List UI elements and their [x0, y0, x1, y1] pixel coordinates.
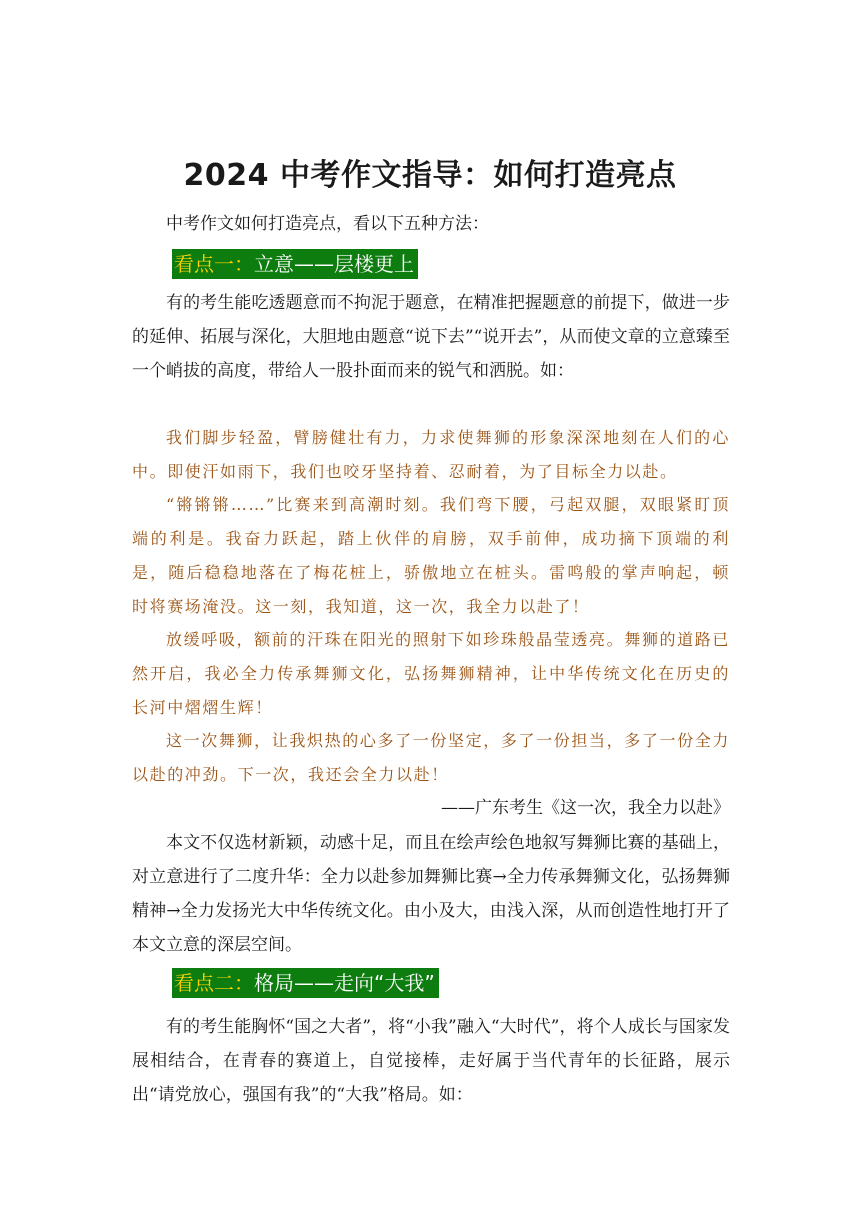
excerpt-paragraph-3: 放缓呼吸，额前的汗珠在阳光的照射下如珍珠般晶莹透亮。舞狮的道路已然开启，我必全力传承舞狮文化，弘扬舞狮精神，让中华传统文化在历史的长河中熠熠生辉！ [132, 630, 730, 717]
section-heading-1-title: 立意——层楼更上 [254, 252, 414, 276]
section-heading-2-prefix: 看点二： [174, 971, 254, 995]
excerpt-paragraph-2: “锵锵锵……”比赛来到高潮时刻。我们弯下腰，弓起双腿，双眼紧盯顶端的利是。我奋力跃起，踏上伙伴的肩膀，双手前伸，成功摘下顶端的利是，随后稳稳地落在了梅花桩上，骄傲地立在桩头。雷鸣般的掌声响起，顿时将赛场淹没。这一刻，我知道，这一次，我全力以赴了！ [132, 495, 730, 616]
section1-paragraph: 有的考生能吃透题意而不拘泥于题意，在精准把握题意的前提下，做进一步的延伸、拓展与深化，大胆地由题意“说下去”“说开去”，从而使文章的立意臻至一个峭拔的高度，带给人一股扑面而来的锐气和洒脱。如： [132, 293, 730, 381]
section-heading-1-prefix: 看点一： [174, 252, 254, 276]
section2-paragraph: 有的考生能胸怀“国之大者”，将“小我”融入“大时代”，将个人成长与国家发展相结合，在青春的赛道上，自觉接棒，走好属于当代青年的长征路，展示出“请党放心，强国有我”的“大我”格局。如： [132, 1017, 730, 1105]
excerpt-paragraph-1: 我们脚步轻盈，臂膀健壮有力，力求使舞狮的形象深深地刻在人们的心中。即使汗如雨下，我们也咬牙坚持着、忍耐着，为了目标全力以赴。 [132, 428, 730, 481]
excerpt-paragraph-4: 这一次舞狮，让我炽热的心多了一份坚定，多了一份担当，多了一份全力以赴的冲劲。下一次，我还会全力以赴！ [132, 731, 730, 784]
page-title: 2024 中考作文指导：如何打造亮点 [183, 158, 677, 194]
section1-analysis-paragraph: 本文不仅选材新颖，动感十足，而且在绘声绘色地叙写舞狮比赛的基础上，对立意进行了二度升华：全力以赴参加舞狮比赛→全力传承舞狮文化，弘扬舞狮精神→全力发扬光大中华传统文化。由小及大，由浅入深，从而创造性地打开了本文立意的深层空间。 [132, 833, 730, 955]
section-heading-2 [172, 968, 439, 998]
section-heading-2-title: 格局——走向“大我” [254, 971, 435, 995]
intro-paragraph: 中考作文如何打造亮点，看以下五种方法： [166, 214, 489, 234]
excerpt-source: ——广东考生《这一次，我全力以赴》 [441, 798, 730, 818]
section-heading-1 [172, 249, 418, 279]
